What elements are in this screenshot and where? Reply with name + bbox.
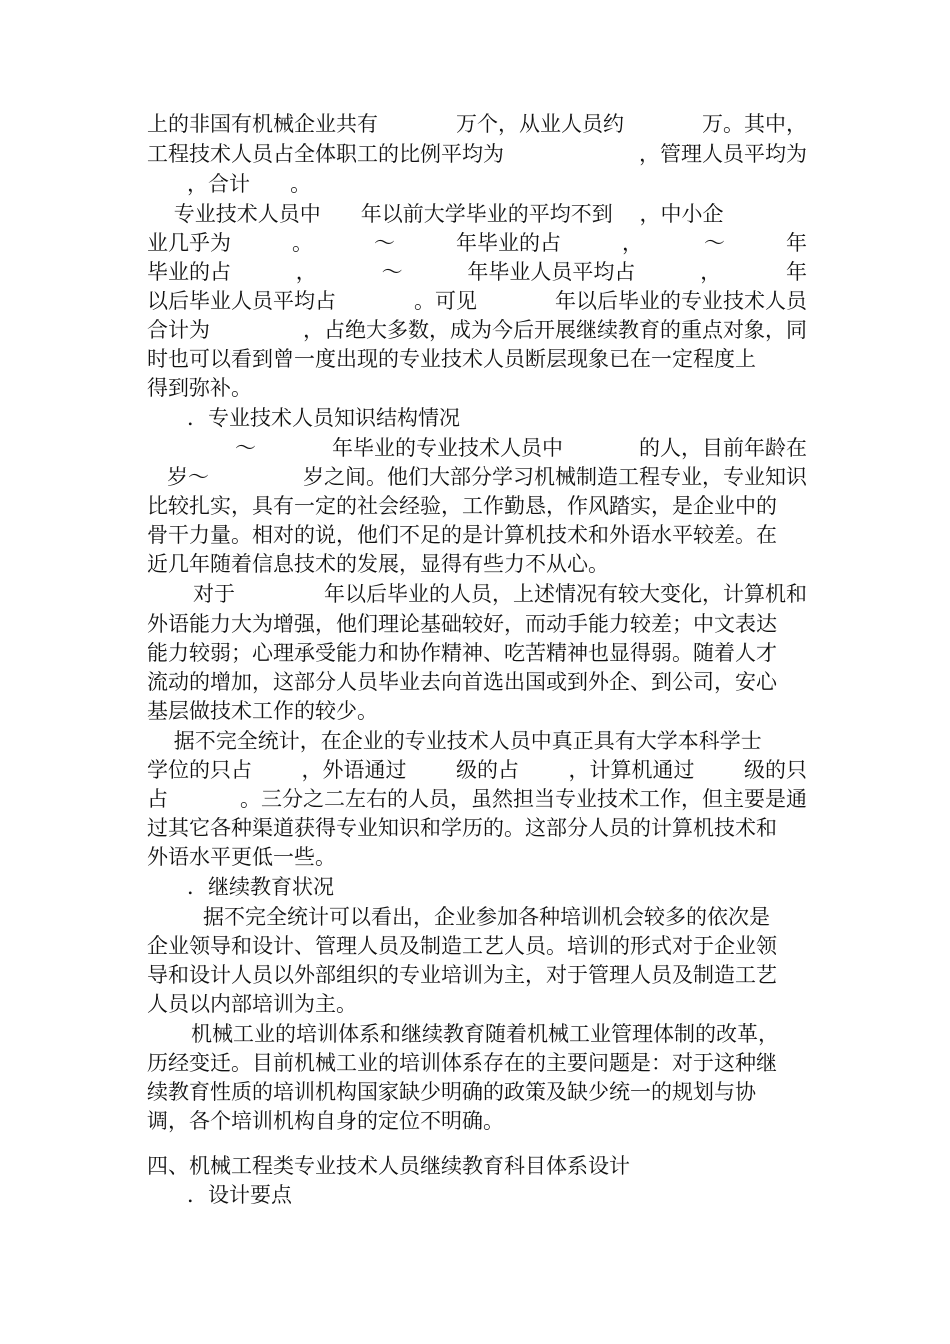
text-line [147, 932, 807, 961]
text-line [193, 580, 807, 609]
text-segment: ，计算机通过 [568, 758, 695, 782]
text-segment: 业几乎为 [147, 231, 231, 255]
text-segment: 年 [785, 260, 807, 284]
text-segment: ～ [704, 231, 725, 255]
text-line: 据不完全统计，在企业的专业技术人员中真正具有大学本科学士 [147, 729, 762, 753]
text-line [147, 521, 807, 550]
text-segment: 历经变迁。目前机械工业的培训体系存在的主要问题是：对于这种继 [147, 1051, 777, 1075]
text-line [147, 785, 807, 814]
text-segment: 能力较弱；心理承受能力和协作精神、吃苦精神也显得弱。随着人才 [147, 641, 777, 665]
text-line: 外语水平更低一些。 [147, 845, 336, 869]
text-segment: 万。其中， [702, 112, 807, 136]
text-line [147, 639, 807, 668]
text-line [147, 316, 807, 345]
text-segment: 年毕业的专业技术人员中 [332, 436, 563, 460]
text-segment: ～ [235, 436, 256, 460]
text-segment: ， [295, 260, 317, 284]
text-line: 专业技术人员中 年以前大学毕业的平均不到 ，中小企 [147, 202, 724, 226]
text-line: 四、机械工程类专业技术人员继续教育科目体系设计 [147, 1154, 630, 1178]
text-segment: 机械工业的培训体系和继续教育随着机械工业管理体制的改革， [191, 1022, 779, 1046]
text-segment: 的人，目前年龄在 [639, 436, 807, 460]
text-line: 基层做技术工作的较少。 [147, 699, 378, 723]
text-line [203, 903, 807, 932]
text-segment: 级的占 [456, 758, 519, 782]
text-segment: 续教育性质的培训机构国家缺少明确的政策及缺少统一的规划与协 [147, 1080, 756, 1104]
text-line [147, 345, 807, 374]
text-line [147, 961, 807, 990]
text-line: ，合计 。 [147, 172, 312, 196]
text-line [147, 610, 807, 639]
text-segment: 毕业的占 [147, 260, 231, 284]
text-line [167, 463, 807, 492]
text-segment: 万个，从业人员约 [456, 112, 624, 136]
text-line [147, 229, 807, 258]
text-segment: ， [622, 231, 643, 255]
text-segment: ，管理人员平均为 [639, 142, 807, 166]
text-line [147, 814, 807, 843]
text-segment: 年毕业人员平均占 [467, 260, 636, 284]
text-segment: 以后毕业人员平均占 [147, 289, 336, 313]
text-line [147, 492, 807, 521]
text-segment: 级的只 [744, 758, 807, 782]
text-segment: 合计为 [147, 318, 210, 342]
text-line [191, 1020, 807, 1049]
text-segment: 年 [786, 231, 807, 255]
text-segment: 企业领导和设计、管理人员及制造工艺人员。培训的形式对于企业领 [147, 934, 777, 958]
text-segment: 年毕业的占 [456, 231, 561, 255]
text-segment: ，占绝大多数，成为今后开展继续教育的重点对象，同 [303, 318, 807, 342]
text-segment: 岁之间。他们大部分学习机械制造工程专业，专业知识 [303, 465, 807, 489]
text-segment: ～ [374, 231, 395, 255]
text-segment: 占 [147, 787, 168, 811]
text-segment: 外语能力大为增强，他们理论基础较好，而动手能力较差；中文表达 [147, 612, 777, 636]
text-line: ．专业技术人员知识结构情况 [147, 406, 461, 430]
text-line [147, 1078, 807, 1107]
text-segment: ， [700, 260, 722, 284]
text-line: 得到弥补。 [147, 376, 252, 400]
text-segment: 工程技术人员占全体职工的比例平均为 [147, 142, 504, 166]
text-line: 调，各个培训机构自身的定位不明确。 [147, 1109, 504, 1133]
text-line: ．设计要点 [147, 1183, 293, 1207]
text-segment: 。 [292, 231, 313, 255]
text-line: 近几年随着信息技术的发展，显得有些力不从心。 [147, 552, 609, 576]
text-line [147, 258, 807, 287]
text-segment: 学位的只占 [147, 758, 252, 782]
text-segment: 岁～ [167, 465, 209, 489]
text-segment: 导和设计人员以外部组织的专业培训为主，对于管理人员及制造工艺 [147, 963, 777, 987]
text-line [235, 434, 807, 463]
text-line [147, 140, 807, 169]
text-segment: ～ [381, 260, 403, 284]
text-line: ．继续教育状况 [147, 875, 335, 899]
text-segment: 上的非国有机械企业共有 [147, 112, 378, 136]
text-line [147, 287, 807, 316]
text-segment: 对于 [193, 582, 235, 606]
text-line [147, 756, 807, 785]
text-segment: 年以后毕业的人员，上述情况有较大变化，计算机和 [324, 582, 807, 606]
text-segment: 。三分之二左右的人员，虽然担当专业技术工作，但主要是通 [240, 787, 807, 811]
text-segment: 骨干力量。相对的说，他们不足的是计算机技术和外语水平较差。在 [147, 523, 777, 547]
text-segment: 据不完全统计可以看出，企业参加各种培训机会较多的依次是 [203, 905, 770, 929]
text-segment: 比较扎实，具有一定的社会经验，工作勤恳，作风踏实，是企业中的 [147, 494, 777, 518]
text-segment: 年以后毕业的专业技术人员 [555, 289, 807, 313]
text-line: 人员以内部培训为主。 [147, 992, 357, 1016]
text-line [147, 668, 807, 697]
text-line [147, 1049, 807, 1078]
text-segment: 。可见 [414, 289, 477, 313]
text-line [147, 110, 807, 139]
text-segment: 流动的增加，这部分人员毕业去向首选出国或到外企、到公司，安心 [147, 670, 777, 694]
text-segment: 时也可以看到曾一度出现的专业技术人员断层现象已在一定程度上 [147, 347, 756, 371]
text-segment: 过其它各种渠道获得专业知识和学历的。这部分人员的计算机技术和 [147, 816, 777, 840]
text-segment: ，外语通过 [301, 758, 407, 782]
